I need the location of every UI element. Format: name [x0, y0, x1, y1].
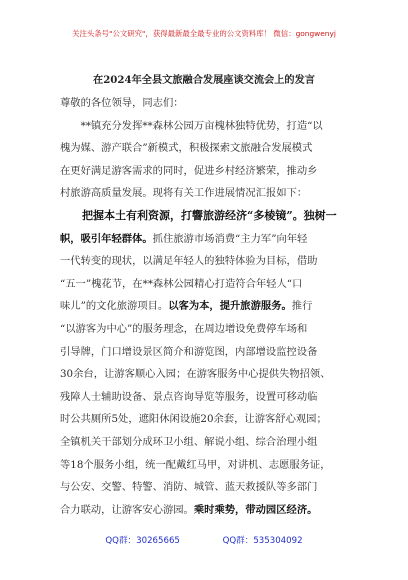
paragraph-line: 全镇机关干部划分成环卫小组、解说小组、综合治理小组 — [60, 435, 318, 448]
paragraph-line: 残障人士辅助设备、景点咨询导览等服务，设置可移动临 — [60, 390, 318, 403]
paragraph-line: 在更好满足游客需求的同时，促进乡村经济繁荣，推动乡 — [60, 164, 318, 177]
bold-phrase: 帜，吸引年轻群体。 — [60, 232, 153, 245]
text-run: 合力联动，让游客安心游园。 — [60, 503, 194, 516]
paragraph-line — [60, 295, 360, 318]
document-title: 在2024年全县文旅融合发展座谈交流会上的发言 — [93, 74, 315, 86]
paragraph-line: 等18个服务小组，统一配戴红马甲，对讲机、志愿服务证， — [60, 458, 331, 471]
salutation: 尊敬的各位领导，同志们： — [60, 97, 184, 109]
text-run: 推行 — [291, 300, 313, 313]
qq-group-1: QQ群：30265665 — [105, 536, 180, 546]
paragraph-line: 槐为媒、游产联合”新模式，积极探索文旅融合发展模式 — [60, 142, 313, 155]
paragraph-line: “以游客为中心”的服务理念，在周边增设免费停车场和 — [60, 322, 308, 335]
paragraph-line — [60, 499, 360, 522]
paragraph-line: 30余台，让游客顺心入园；在游客服务中心提供失物招领、 — [60, 368, 331, 381]
promo-header: 关注头条号"公文研究"，获得最新最全最专业的公文资料库！ 微信：gongwenyj — [72, 29, 336, 38]
bold-phrase: 以客为本，提升旅游服务。 — [168, 300, 292, 313]
paragraph-line — [60, 205, 360, 228]
text-run: 味儿”的文化旅游项目。 — [60, 300, 169, 313]
contact-footer — [0, 534, 408, 546]
paragraph-line: 村旅游高质量发展。现将有关工作进展情况汇报如下： — [60, 187, 308, 200]
paragraph-line: 一代转变的现状，以满足年轻人的独特体验为目标，借助 — [60, 255, 318, 268]
paragraph-line: **镇充分发挥**森林公园万亩槐林独特优势，打造“以 — [60, 119, 323, 132]
qq-group-2: QQ群：535304092 — [222, 536, 303, 546]
paragraph-line — [60, 228, 360, 251]
bold-phrase: 乘时乘势，带动园区经济。 — [193, 503, 318, 516]
bold-phrase: 把握本土有利资源，打響旅游经济“多棱镜”。独树一 — [82, 208, 337, 222]
text-run: 抓住旅游市场消费“主力军”向年轻 — [152, 232, 308, 245]
paragraph-line: 引导牌，门口增设景区简介和游览图，内部增设监控设备 — [60, 345, 318, 358]
paragraph-line: “五一”槐花节，在**森林公园精心打造符合年轻人“口 — [60, 277, 303, 290]
document-body — [60, 92, 360, 521]
paragraph-line: 与公安、交警、特警、消防、城管、蓝天救援队等多部门 — [60, 481, 318, 494]
paragraph-line: 时公共厕所5处，遮阳休闲设施20余套，让游客舒心观园； — [60, 413, 327, 426]
text-run — [60, 209, 82, 222]
